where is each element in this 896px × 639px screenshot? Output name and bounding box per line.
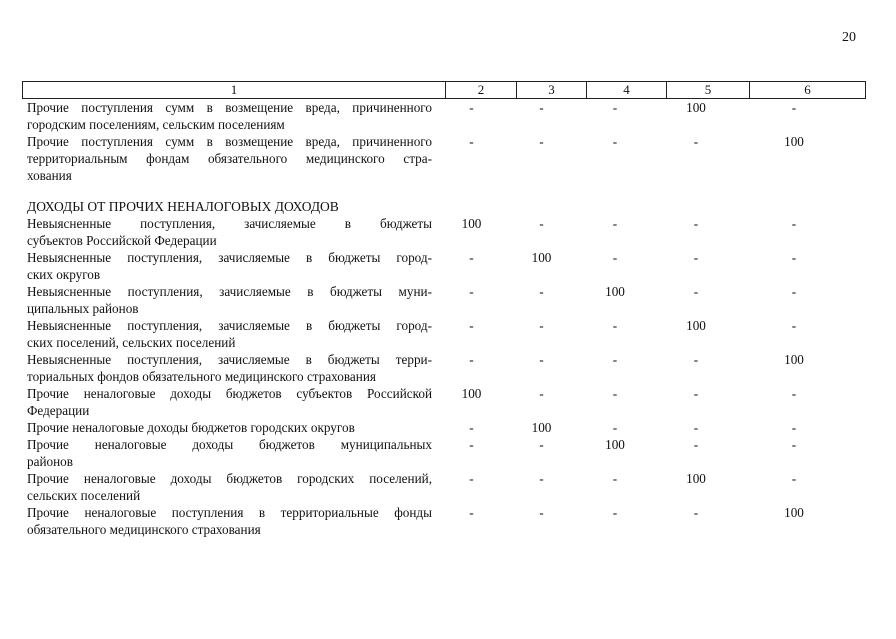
row-value-col-6: 100 — [784, 505, 804, 520]
column-header-5: 5 — [667, 82, 750, 99]
row-value-col-2: - — [469, 284, 474, 299]
row-description-line: городским поселениям, сельским поселениям — [27, 117, 285, 132]
row-value-col-3: - — [539, 352, 544, 367]
row-description — [27, 133, 432, 184]
row-value-col-6: - — [791, 250, 797, 265]
row-value-col-3: - — [539, 386, 544, 401]
row-value-col-5: - — [693, 352, 699, 367]
row-description — [27, 504, 432, 538]
row-value-col-2: - — [469, 420, 474, 435]
row-description — [27, 283, 432, 317]
table-row — [27, 351, 867, 385]
row-value-col-4: - — [612, 471, 618, 486]
row-description-line: районов — [27, 454, 73, 469]
row-description — [27, 419, 432, 436]
row-value-col-4: - — [612, 216, 618, 231]
row-value-col-2: - — [469, 100, 474, 115]
row-value-col-6: - — [791, 100, 797, 115]
row-description — [27, 249, 432, 283]
row-value-col-4: - — [612, 386, 618, 401]
row-value-col-2: - — [469, 250, 474, 265]
column-header-3: 3 — [517, 82, 587, 99]
row-value-col-6: - — [791, 437, 797, 452]
row-description-line: Прочие неналоговые поступления в территориальные фонды — [27, 505, 432, 520]
row-description-line: Невыясненные поступления, зачисляемые в бюджеты — [27, 216, 432, 231]
row-description-line: ториальных фондов обязательного медицинского страхования — [27, 369, 376, 384]
rows-section-group — [27, 215, 867, 538]
row-description — [27, 385, 432, 419]
row-value-col-4: - — [612, 505, 618, 520]
row-description-line: субъектов Российской Федерации — [27, 233, 217, 248]
table-row — [27, 283, 867, 317]
row-description — [27, 99, 432, 133]
column-header-1: 1 — [23, 82, 446, 99]
row-value-col-2: - — [469, 318, 474, 333]
column-header-row — [23, 82, 866, 99]
row-description-line: Невыясненные поступления, зачисляемые в бюджеты муни- — [27, 284, 432, 299]
row-description-line: Невыясненные поступления, зачисляемые в бюджеты терри- — [27, 352, 432, 367]
table-row — [27, 470, 867, 504]
row-description — [27, 351, 432, 385]
row-description-line: Прочие неналоговые доходы бюджетов городских округов — [27, 420, 355, 435]
row-value-col-6: 100 — [784, 134, 804, 149]
row-value-col-5: - — [693, 420, 699, 435]
table-row — [27, 133, 867, 184]
row-value-col-6: - — [791, 386, 797, 401]
row-description-line: Невыясненные поступления, зачисляемые в бюджеты город- — [27, 250, 432, 265]
row-description-line: территориальным фондам обязательного медицинского стра- — [27, 151, 432, 166]
row-value-col-4: - — [612, 100, 618, 115]
section-title: ДОХОДЫ ОТ ПРОЧИХ НЕНАЛОГОВЫХ ДОХОДОВ — [27, 199, 339, 214]
row-description-line: хования — [27, 168, 72, 183]
column-header-table — [22, 81, 866, 99]
row-description-line: Прочие неналоговые доходы бюджетов городских поселений, — [27, 471, 432, 486]
row-description — [27, 215, 432, 249]
row-value-col-3: - — [539, 437, 544, 452]
table-row — [27, 504, 867, 538]
row-value-col-4: 100 — [605, 284, 625, 299]
table-row — [27, 419, 867, 436]
table-row — [27, 99, 867, 133]
row-value-col-2: 100 — [461, 386, 482, 401]
table-row — [27, 215, 867, 249]
row-description-line: ских поселений, сельских поселений — [27, 335, 236, 350]
column-header-6: 6 — [750, 82, 866, 99]
row-value-col-5: - — [693, 437, 699, 452]
table-row — [27, 249, 867, 283]
row-value-col-6: - — [791, 420, 797, 435]
row-value-col-4: - — [612, 134, 618, 149]
row-description-line: обязательного медицинского страхования — [27, 522, 261, 537]
row-value-col-6: - — [791, 216, 797, 231]
row-description-line: Прочие неналоговые доходы бюджетов муниципальных — [27, 437, 432, 452]
row-value-col-3: - — [539, 505, 544, 520]
row-value-col-3: - — [539, 134, 544, 149]
row-description-line: Невыясненные поступления, зачисляемые в бюджеты город- — [27, 318, 432, 333]
row-description-line: Прочие неналоговые доходы бюджетов субъектов Российской — [27, 386, 432, 401]
row-description-line: сельских поселений — [27, 488, 141, 503]
row-value-col-5: - — [693, 250, 699, 265]
row-value-col-3: - — [539, 284, 544, 299]
row-value-col-3: 100 — [531, 420, 552, 435]
row-description-line: ских округов — [27, 267, 101, 282]
row-value-col-3: - — [539, 471, 544, 486]
row-value-col-6: - — [791, 318, 797, 333]
row-value-col-5: 100 — [686, 100, 706, 115]
row-value-col-3: - — [539, 100, 544, 115]
row-value-col-5: - — [693, 386, 699, 401]
row-value-col-2: - — [469, 352, 474, 367]
row-value-col-5: - — [693, 284, 699, 299]
row-description-line: Прочие поступления сумм в возмещение вреда, причиненного — [27, 134, 432, 149]
row-description — [27, 317, 432, 351]
row-value-col-4: - — [612, 250, 618, 265]
row-value-col-3: - — [539, 216, 544, 231]
row-value-col-4: - — [612, 352, 618, 367]
row-value-col-2: 100 — [461, 216, 482, 231]
rows-top-group — [27, 99, 867, 184]
table-body — [27, 99, 867, 538]
row-value-col-4: - — [612, 318, 618, 333]
row-value-col-6: - — [791, 471, 797, 486]
row-value-col-6: - — [791, 284, 797, 299]
row-value-col-5: - — [693, 134, 699, 149]
column-header-2: 2 — [446, 82, 517, 99]
page-number: 20 — [842, 30, 856, 45]
row-value-col-4: 100 — [605, 437, 625, 452]
row-description-line: Федерации — [27, 403, 90, 418]
row-description-line: ципальных районов — [27, 301, 139, 316]
row-value-col-2: - — [469, 134, 474, 149]
row-description-line: Прочие поступления сумм в возмещение вреда, причиненного — [27, 100, 432, 115]
row-value-col-2: - — [469, 505, 474, 520]
row-value-col-6: 100 — [784, 352, 804, 367]
row-value-col-5: - — [693, 216, 699, 231]
column-header-4: 4 — [587, 82, 667, 99]
row-description — [27, 436, 432, 470]
row-value-col-5: 100 — [686, 471, 706, 486]
row-value-col-3: - — [539, 318, 544, 333]
table-row — [27, 317, 867, 351]
table-row — [27, 436, 867, 470]
row-description — [27, 470, 432, 504]
row-value-col-5: 100 — [686, 318, 706, 333]
row-value-col-3: 100 — [531, 250, 552, 265]
row-value-col-2: - — [469, 437, 474, 452]
row-value-col-5: - — [693, 505, 699, 520]
row-value-col-2: - — [469, 471, 474, 486]
row-value-col-4: - — [612, 420, 618, 435]
table-row — [27, 385, 867, 419]
